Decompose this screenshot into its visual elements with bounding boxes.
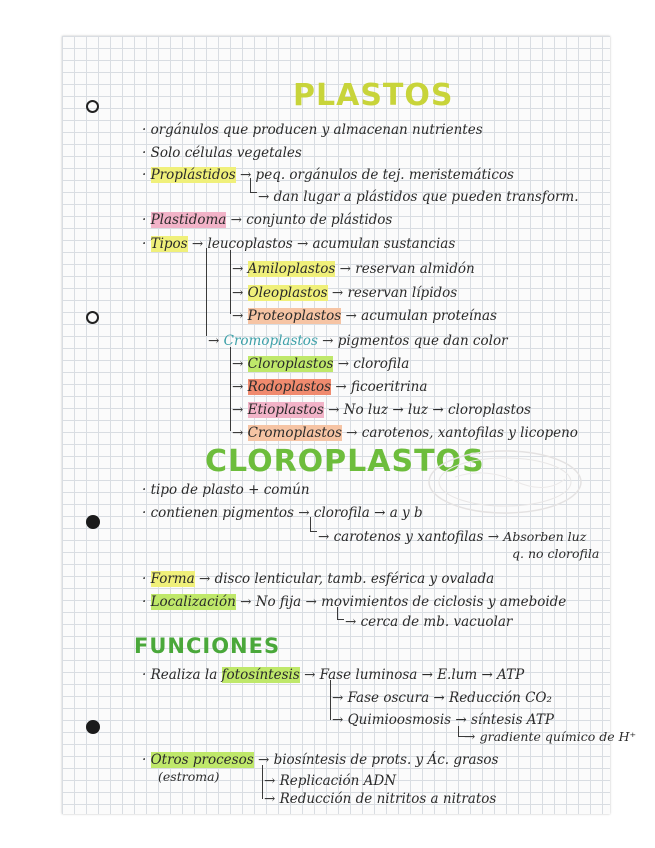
term-highlight: Amiloplastos — [247, 261, 336, 277]
arrow-icon: → — [304, 667, 316, 683]
definition: reservan almidón — [355, 261, 475, 277]
term: Cromoplastos — [223, 333, 318, 349]
term-highlight: Proteoplastos — [247, 308, 342, 324]
arrow-icon: → — [258, 189, 270, 205]
note-line — [232, 402, 531, 419]
arrow-icon: → — [346, 425, 358, 441]
note-line — [142, 667, 524, 684]
arrow-icon: → — [339, 261, 351, 277]
arrow-icon: → — [198, 571, 211, 587]
bullet: · — [142, 571, 147, 587]
term-highlight: fotosíntesis — [221, 667, 300, 683]
arrow-icon: → — [305, 594, 317, 610]
bullet: · — [142, 752, 147, 768]
arrow-icon: → — [257, 752, 270, 768]
note-line — [318, 528, 586, 546]
connector — [250, 178, 257, 193]
note-line — [142, 571, 494, 588]
note-line — [232, 308, 497, 325]
definition: acumulan sustancias — [312, 236, 456, 252]
definition: disco lenticular, tamb. esférica y ovalada — [214, 571, 495, 587]
term-highlight: Etioplastos — [247, 402, 324, 418]
arrow-icon: → — [328, 402, 340, 418]
term-highlight: Forma — [150, 571, 195, 587]
term-highlight: Cromoplastos — [247, 425, 342, 441]
connector — [230, 250, 231, 314]
definition: No luz → luz → cloroplastos — [343, 402, 531, 418]
note-line — [232, 356, 409, 373]
note-line — [142, 594, 566, 611]
arrow-icon: → — [230, 212, 242, 228]
definition: biosíntesis de prots. y Ác. grasos — [273, 752, 499, 768]
arrow-icon: → — [331, 285, 344, 301]
definition: carotenos, xantofilas y licopeno — [361, 425, 578, 441]
definition: Reducción de nitritos a nitratos — [279, 791, 497, 807]
connector — [310, 517, 317, 532]
page-title: PLASTOS — [293, 78, 454, 113]
definition: Quimioosmosis → síntesis ATP — [347, 712, 554, 728]
note-line — [142, 236, 455, 253]
arrow-icon: → — [335, 379, 347, 395]
arrow-icon: → — [464, 729, 476, 745]
arrow-icon: → — [337, 356, 349, 372]
definition: clorofila → a y b — [313, 505, 423, 521]
note-line — [332, 712, 554, 729]
arrow-icon: → — [232, 402, 244, 418]
note-line — [142, 752, 499, 769]
definition: clorofila — [353, 356, 410, 372]
note-line: (estroma) — [158, 769, 220, 784]
bullet: · — [142, 236, 147, 252]
binder-hole — [86, 100, 99, 113]
arrow-icon: → — [232, 285, 244, 301]
term-highlight: Oleoplastos — [247, 285, 328, 301]
note-line: q. no clorofila — [512, 546, 600, 561]
term-highlight: Plastidoma — [150, 212, 227, 228]
connector — [262, 765, 263, 799]
connector — [206, 248, 207, 336]
arrow-icon: → — [298, 505, 310, 521]
binder-hole — [86, 515, 100, 529]
arrow-icon: → — [232, 379, 244, 395]
definition: gradiente químico de H⁺ — [479, 729, 637, 744]
note-line — [232, 261, 475, 278]
term: leucoplastos — [207, 236, 293, 252]
definition: Replicación ADN — [279, 773, 397, 789]
note-line — [142, 167, 514, 184]
connector — [230, 347, 231, 431]
connector — [330, 680, 331, 720]
note-line — [232, 425, 578, 442]
definition: Fase luminosa → E.lum → ATP — [319, 667, 525, 683]
bullet: · — [142, 167, 147, 183]
arrow-icon: → — [264, 791, 276, 807]
note-line — [264, 773, 396, 790]
arrow-icon: → — [345, 614, 357, 630]
note-line — [232, 285, 457, 302]
definition: Fase oscura → Reducción CO₂ — [347, 690, 552, 706]
section-title: FUNCIONES — [134, 634, 281, 658]
arrow-icon: → — [208, 333, 220, 349]
arrow-icon: → — [240, 594, 252, 610]
bullet: · — [142, 594, 147, 610]
note-line: · orgánulos que producen y almacenan nutrientes — [142, 122, 483, 138]
definition: · Realiza la — [142, 667, 218, 683]
definition: ficoeritrina — [351, 379, 428, 395]
definition: acumulan proteínas — [361, 308, 497, 324]
term-highlight: Proplástidos — [150, 167, 236, 183]
arrow-icon: → — [232, 261, 244, 277]
definition: No fija — [255, 594, 302, 610]
note-line — [264, 791, 496, 808]
term-highlight: Localización — [150, 594, 236, 610]
note-line: · tipo de plasto + común — [142, 482, 310, 498]
arrow-icon: → — [232, 308, 244, 324]
definition: conjunto de plástidos — [246, 212, 393, 228]
arrow-icon: → — [332, 690, 344, 706]
arrow-icon: → — [264, 773, 276, 789]
term-highlight: Rodoplastos — [247, 379, 332, 395]
definition: peq. orgánulos de tej. meristemáticos — [255, 167, 514, 183]
note-line — [464, 728, 636, 746]
chloroplast-sketch-icon — [425, 447, 585, 517]
note-line — [258, 189, 579, 206]
note-line — [142, 505, 423, 522]
arrow-icon: → — [239, 167, 252, 183]
binder-hole — [86, 311, 99, 324]
arrow-icon: → — [296, 236, 309, 252]
note-line — [332, 690, 552, 707]
binder-hole — [86, 720, 100, 734]
arrow-icon: → — [232, 425, 244, 441]
definition: movimientos de ciclosis y ameboide — [321, 594, 567, 610]
note-line: · Solo células vegetales — [142, 145, 302, 161]
term-highlight: Cloroplastos — [247, 356, 334, 372]
definition: dan lugar a plástidos que pueden transform. — [273, 189, 579, 205]
definition: · contienen pigmentos — [142, 505, 294, 521]
definition: reservan lípidos — [347, 285, 458, 301]
definition: cerca de mb. vacuolar — [360, 614, 513, 630]
arrow-icon: → — [345, 308, 357, 324]
arrow-icon: → — [322, 333, 334, 349]
note-line — [208, 333, 508, 350]
arrow-icon: → — [332, 712, 344, 728]
arrow-icon: → — [318, 529, 330, 545]
note-line — [232, 379, 427, 396]
term-highlight: Tipos — [150, 236, 188, 252]
definition: pigmentos que dan color — [337, 333, 508, 349]
note-line — [142, 212, 392, 229]
arrow-icon: → — [191, 236, 204, 252]
bullet: · — [142, 212, 147, 228]
connector — [337, 607, 344, 620]
definition: Absorben luz — [503, 529, 587, 544]
arrow-icon: → — [487, 529, 499, 545]
term-highlight: Otros procesos — [150, 752, 254, 768]
note-line — [345, 614, 512, 631]
definition: carotenos y xantofilas — [333, 529, 484, 545]
arrow-icon: → — [232, 356, 244, 372]
section-title: CLOROPLASTOS — [205, 444, 485, 479]
